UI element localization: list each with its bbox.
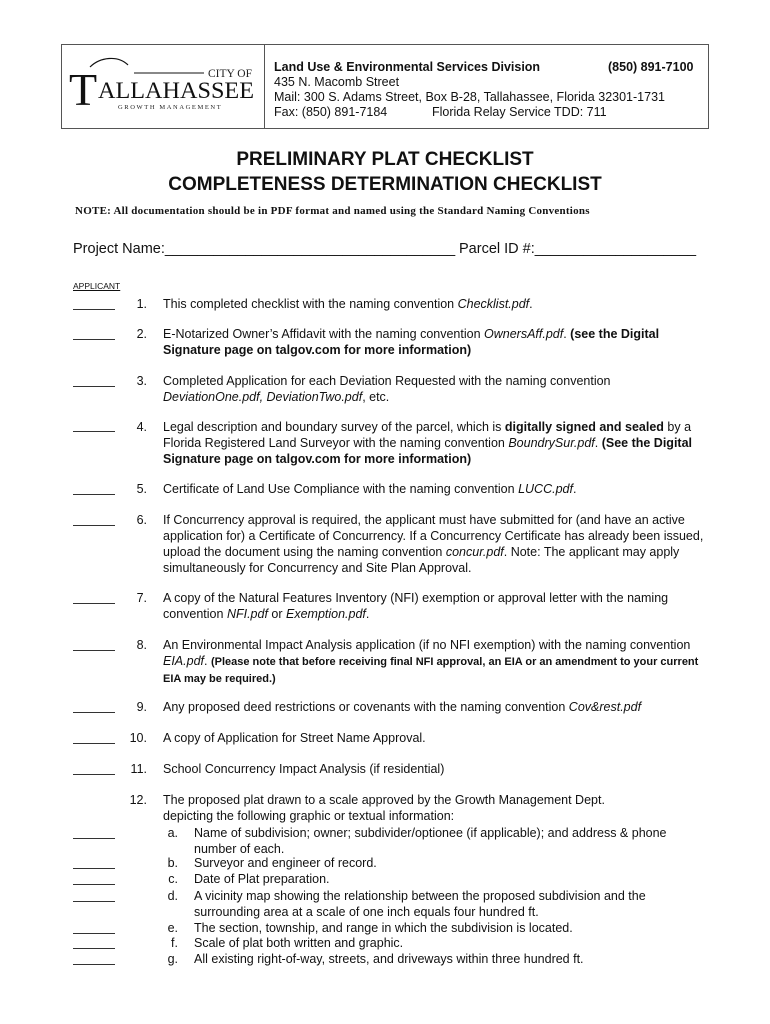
item-number-3: 3. [136, 374, 147, 388]
item-number-2: 2. [136, 327, 147, 341]
checkbox-blank-12g[interactable] [73, 964, 115, 965]
checkbox-blank-12b[interactable] [73, 868, 115, 869]
item-text-4: Legal description and boundary survey of the parcel, which is digitally signed and sealed by a Florida Registered Land Surveyor with the naming convention BoundrySur.pdf. (See the Digital Signature page on talgov.com for more information) [163, 420, 692, 466]
svg-text:T: T [69, 64, 98, 115]
relay-service: Florida Relay Service TDD: 711 [432, 105, 607, 119]
project-name-field[interactable]: ____________________________________ [164, 241, 456, 257]
parcel-id-label: Parcel ID #: [459, 241, 535, 257]
checkbox-blank-5[interactable] [73, 494, 115, 495]
checkbox-blank-6[interactable] [73, 525, 115, 526]
item-number-9: 9. [136, 700, 147, 714]
item-number-1: 1. [136, 297, 147, 311]
city-of-tallahassee-logo [66, 49, 258, 125]
item-text-10: A copy of Application for Street Name Approval. [163, 731, 426, 745]
item-text-6: If Concurrency approval is required, the applicant must have submitted for (and have an active application for) a Certificate of Concurrency. If a Concurrency Certificate has already been issued, upload the document using the naming convention concur.pdf. Note: The applicant may apply simultaneously for Concurrency and Site Plan Approval. [163, 513, 704, 575]
item-text-9: Any proposed deed restrictions or covenants with the naming convention Cov&rest.pdf [163, 700, 642, 714]
svg-text:ALLAHASSEE: ALLAHASSEE [98, 78, 254, 103]
item-number-8: 8. [136, 638, 147, 652]
parcel-id-field[interactable]: ____________________ [534, 241, 697, 257]
checkbox-blank-1[interactable] [73, 309, 115, 310]
fax-number: Fax: (850) 891-7184 [274, 105, 388, 119]
checkbox-blank-12c[interactable] [73, 884, 115, 885]
item-text-1: This completed checklist with the naming convention Checklist.pdf. [163, 297, 533, 311]
checkbox-blank-7[interactable] [73, 603, 115, 604]
checkbox-blank-10[interactable] [73, 743, 115, 744]
item-text-3: Completed Application for each Deviation Requested with the naming convention DeviationOne.pdf, DeviationTwo.pdf, etc. [163, 374, 611, 404]
item-text-7: A copy of the Natural Features Inventory (NFI) exemption or approval letter with the naming convention NFI.pdf or Exemption.pdf. [163, 591, 669, 621]
subitem-text-e: The section, township, and range in which the subdivision is located. [194, 921, 573, 935]
subitem-letter-a: a. [167, 826, 178, 840]
applicant-column-label: APPLICANT [73, 281, 121, 291]
subitem-text-d: A vicinity map showing the relationship between the proposed subdivision and the surrounding area at a scale of one inch equals four hundred ft. [194, 889, 646, 919]
subitem-letter-c: c. [168, 872, 178, 886]
item-number-10: 10. [129, 731, 147, 745]
subitem-letter-e: e. [167, 921, 178, 935]
item-text-8: An Environmental Impact Analysis application (if no NFI exemption) with the naming convention EIA.pdf. (Please note that before receiving final NFI approval, an EIA or an amendment to your current EIA may be required.) [163, 638, 699, 685]
subitem-letter-d: d. [167, 889, 178, 903]
item-number-11: 11. [130, 762, 147, 776]
title-line-2: COMPLETENESS DETERMINATION CHECKLIST [168, 174, 602, 195]
subitem-letter-g: g. [167, 952, 178, 966]
checkbox-blank-12e[interactable] [73, 933, 115, 934]
subitem-text-b: Surveyor and engineer of record. [194, 856, 377, 870]
item-text-5: Certificate of Land Use Compliance with the naming convention LUCC.pdf. [163, 482, 577, 496]
item-number-4: 4. [136, 420, 147, 434]
checkbox-blank-9[interactable] [73, 712, 115, 713]
item-number-7: 7. [136, 591, 147, 605]
title-line-1: PRELIMINARY PLAT CHECKLIST [236, 149, 534, 170]
subitem-letter-f: f. [171, 936, 178, 950]
svg-text:GROWTH MANAGEMENT: GROWTH MANAGEMENT [118, 104, 223, 111]
checkbox-blank-2[interactable] [73, 339, 115, 340]
header-divider [264, 44, 265, 129]
item-text-11: School Concurrency Impact Analysis (if residential) [163, 762, 445, 776]
subitem-letter-b: b. [167, 856, 178, 870]
checkbox-blank-3[interactable] [73, 386, 115, 387]
checkbox-blank-4[interactable] [73, 431, 115, 432]
item-number-12: 12. [129, 793, 147, 807]
svg-text:CITY OF: CITY OF [208, 68, 252, 80]
subitem-text-f: Scale of plat both written and graphic. [194, 936, 404, 950]
item-number-6: 6. [136, 513, 147, 527]
subitem-text-a: Name of subdivision; owner; subdivider/optionee (if applicable); and address & phone number of each. [194, 826, 667, 856]
checkbox-blank-12f[interactable] [73, 948, 115, 949]
mail-address: Mail: 300 S. Adams Street, Box B-28, Tallahassee, Florida 32301-1731 [274, 90, 665, 104]
checkbox-blank-11[interactable] [73, 774, 115, 775]
division-phone: (850) 891-7100 [608, 60, 694, 74]
project-name-label: Project Name: [73, 241, 165, 257]
item-number-5: 5. [136, 482, 147, 496]
item-text-2: E-Notarized Owner’s Affidavit with the naming convention OwnersAff.pdf. (see the Digital Signature page on talgov.com for more information) [163, 327, 660, 357]
checkbox-blank-12d[interactable] [73, 901, 115, 902]
division-name: Land Use & Environmental Services Division [274, 60, 541, 74]
naming-note: NOTE: All documentation should be in PDF format and named using the Standard Naming Conventions [75, 205, 590, 217]
street-address: 435 N. Macomb Street [274, 75, 400, 89]
subitem-text-c: Date of Plat preparation. [194, 872, 330, 886]
subitem-text-g: All existing right-of-way, streets, and driveways within three hundred ft. [194, 952, 584, 966]
checkbox-blank-12a[interactable] [73, 838, 115, 839]
item-text-12: The proposed plat drawn to a scale approved by the Growth Management Dept. depicting the following graphic or textual information: [163, 793, 605, 823]
checkbox-blank-8[interactable] [73, 650, 115, 651]
